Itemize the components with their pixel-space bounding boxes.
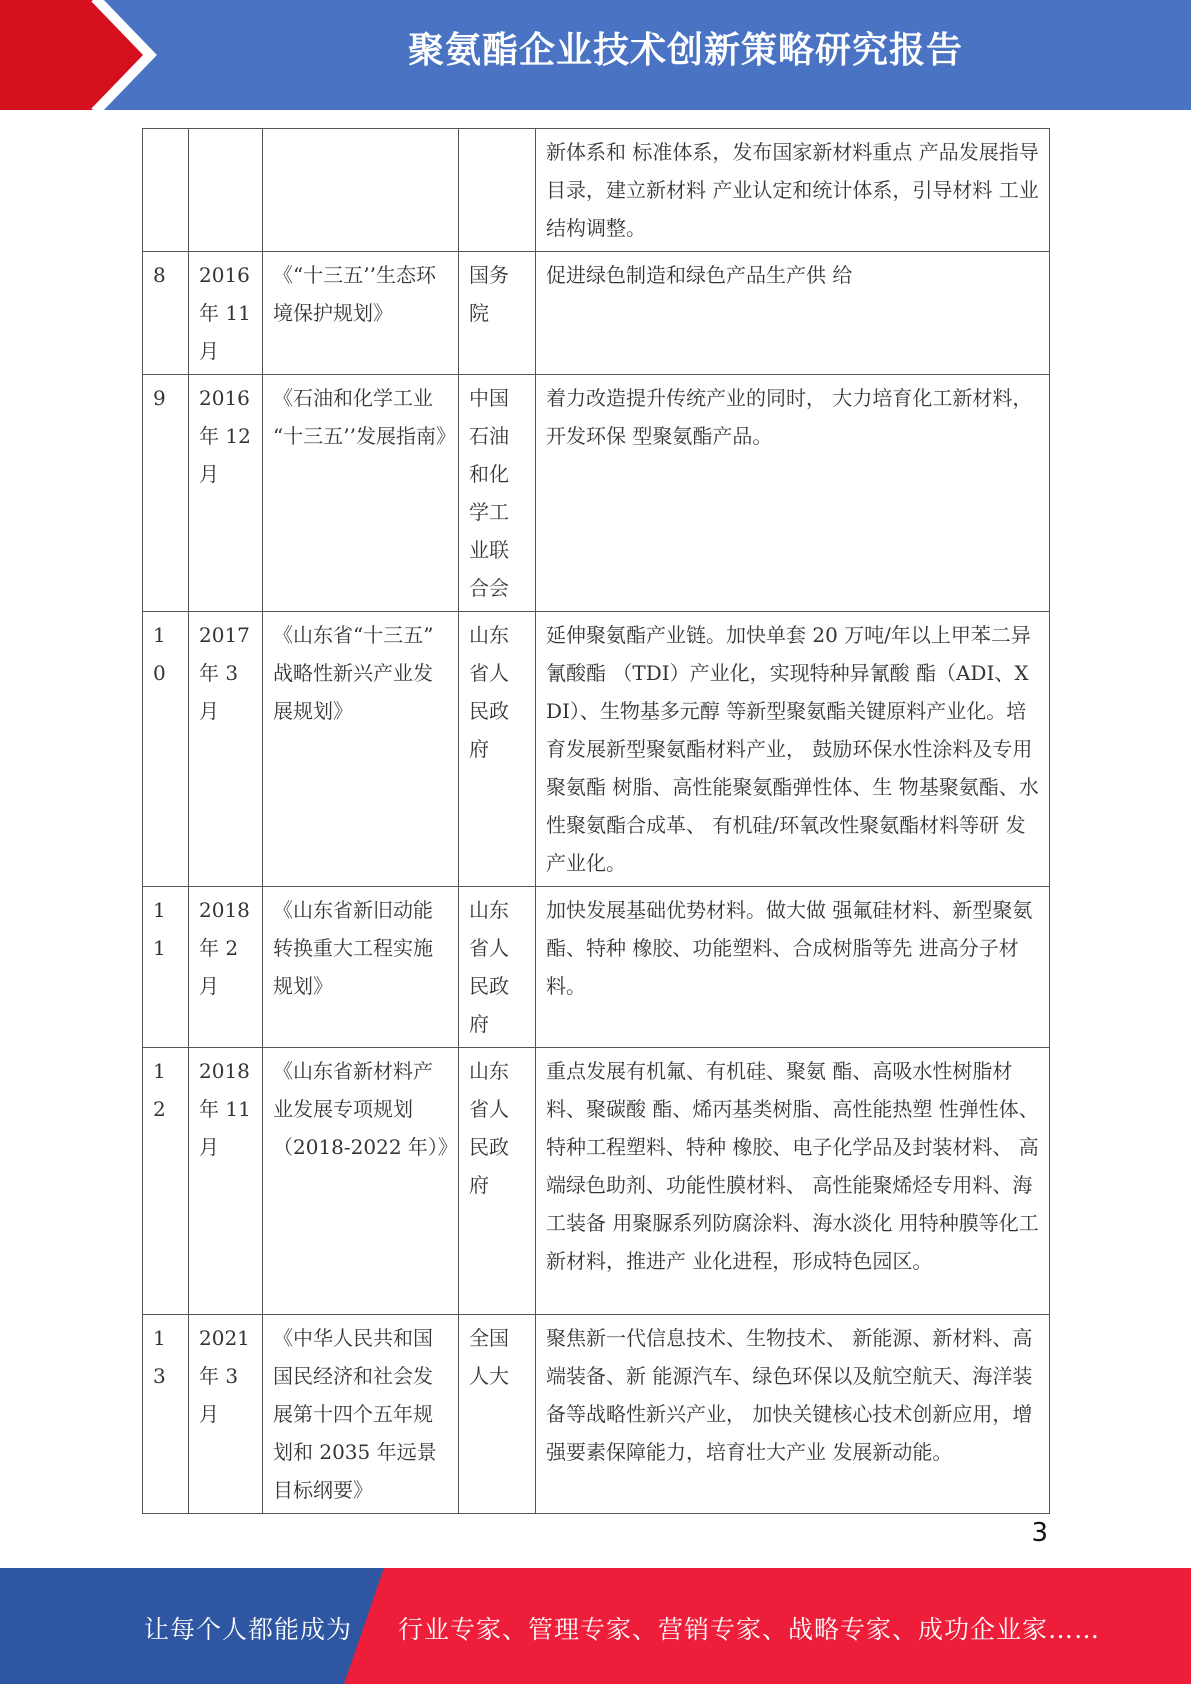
page-footer [0,1568,1191,1684]
row-content: 重点发展有机氟、有机硅、聚氨 酯、高吸水性树脂材料、聚碳酸 酯、烯丙基类树脂、高性能热塑 性弹性体、特种工程塑料、特种 橡胶、电子化学品及封装材料、 高端绿色助剂、功能性膜材料、 高性能聚烯烃专用料、海工装备 用聚脲系列防腐涂料、海水淡化 用特种膜等化工新材料，推进产 业化进程，形成特色园区。 [536,1048,1050,1315]
row-number: 11 [143,887,189,1048]
row-date: 2018 年 2 月 [189,887,263,1048]
page-header [0,0,1191,110]
row-issuer: 中国石油和化学工业联合会 [459,375,536,612]
table-row [143,1315,1050,1514]
row-issuer [459,129,536,252]
row-content: 聚焦新一代信息技术、生物技术、 新能源、新材料、高端装备、新 能源汽车、绿色环保以及航空航天、海洋装备等战略性新兴产业， 加快关键核心技术创新应用，增 强要素保障能力，培育壮大产业 发展新动能。 [536,1315,1050,1514]
footer-slogan-left: 让每个人都能成为 [144,1615,353,1644]
row-content: 促进绿色制造和绿色产品生产供 给 [536,252,1050,375]
row-date: 2017 年 3 月 [189,612,263,887]
table-row [143,129,1050,252]
row-issuer: 全国人大 [459,1315,536,1514]
row-document: 《山东省新材料产业发展专项规划 （2018-2022 年）》 [263,1048,459,1315]
row-document: 《中华人民共和国国民经济和社会发展第十四个五年规划和 2035 年远景目标纲要》 [263,1315,459,1514]
page-number: 3 [1031,1518,1048,1548]
row-number: 9 [143,375,189,612]
row-document: 《山东省“十三五” 战略性新兴产业发 展规划》 [263,612,459,887]
row-number [143,129,189,252]
row-content: 着力改造提升传统产业的同时， 大力培育化工新材料，开发环保 型聚氨酯产品。 [536,375,1050,612]
row-issuer: 山东省人民政府 [459,887,536,1048]
table-row [143,612,1050,887]
row-date: 2016 年 12 月 [189,375,263,612]
row-date [189,129,263,252]
row-document [263,129,459,252]
row-number: 8 [143,252,189,375]
row-document: 《石油和化学工业 “十三五’’发展指南》 [263,375,459,612]
table-row [143,887,1050,1048]
row-number: 10 [143,612,189,887]
row-issuer: 山东省人民政府 [459,612,536,887]
row-document: 《“十三五’’生态环 境保护规划》 [263,252,459,375]
row-content: 加快发展基础优势材料。做大做 强氟硅材料、新型聚氨酯、特种 橡胶、功能塑料、合成树脂等先 进高分子材料。 [536,887,1050,1048]
report-title: 聚氨酯企业技术创新策略研究报告 [407,30,963,71]
row-date: 2018 年 11 月 [189,1048,263,1315]
table-row [143,375,1050,612]
row-date: 2021 年 3 月 [189,1315,263,1514]
table-row [143,252,1050,375]
row-number: 13 [143,1315,189,1514]
footer-slogan-right: 行业专家、管理专家、营销专家、战略专家、成功企业家…… [398,1615,1101,1644]
row-issuer: 国务院 [459,252,536,375]
row-content: 延伸聚氨酯产业链。加快单套 20 万吨/年以上甲苯二异氰酸酯 （TDI）产业化，实现特种异氰酸 酯（ADI、XDI）、生物基多元醇 等新型聚氨酯关键原料产业化。培育发展新型聚氨酯材料产业， 鼓励环保水性涂料及专用聚氨酯 树脂、高性能聚氨酯弹性体、生 物基聚氨酯、水性聚氨酯合成革、 有机硅/环氧改性聚氨酯材料等研 发产业化。 [536,612,1050,887]
row-issuer: 山东省人民政府 [459,1048,536,1315]
row-content: 新体系和 标准体系，发布国家新材料重点 产品发展指导目录，建立新材料 产业认定和统计体系，引导材料 工业结构调整。 [536,129,1050,252]
table-row [143,1048,1050,1315]
row-date: 2016 年 11 月 [189,252,263,375]
row-number: 12 [143,1048,189,1315]
row-document: 《山东省新旧动能转换重大工程实施规划》 [263,887,459,1048]
policy-table [142,128,1050,1514]
